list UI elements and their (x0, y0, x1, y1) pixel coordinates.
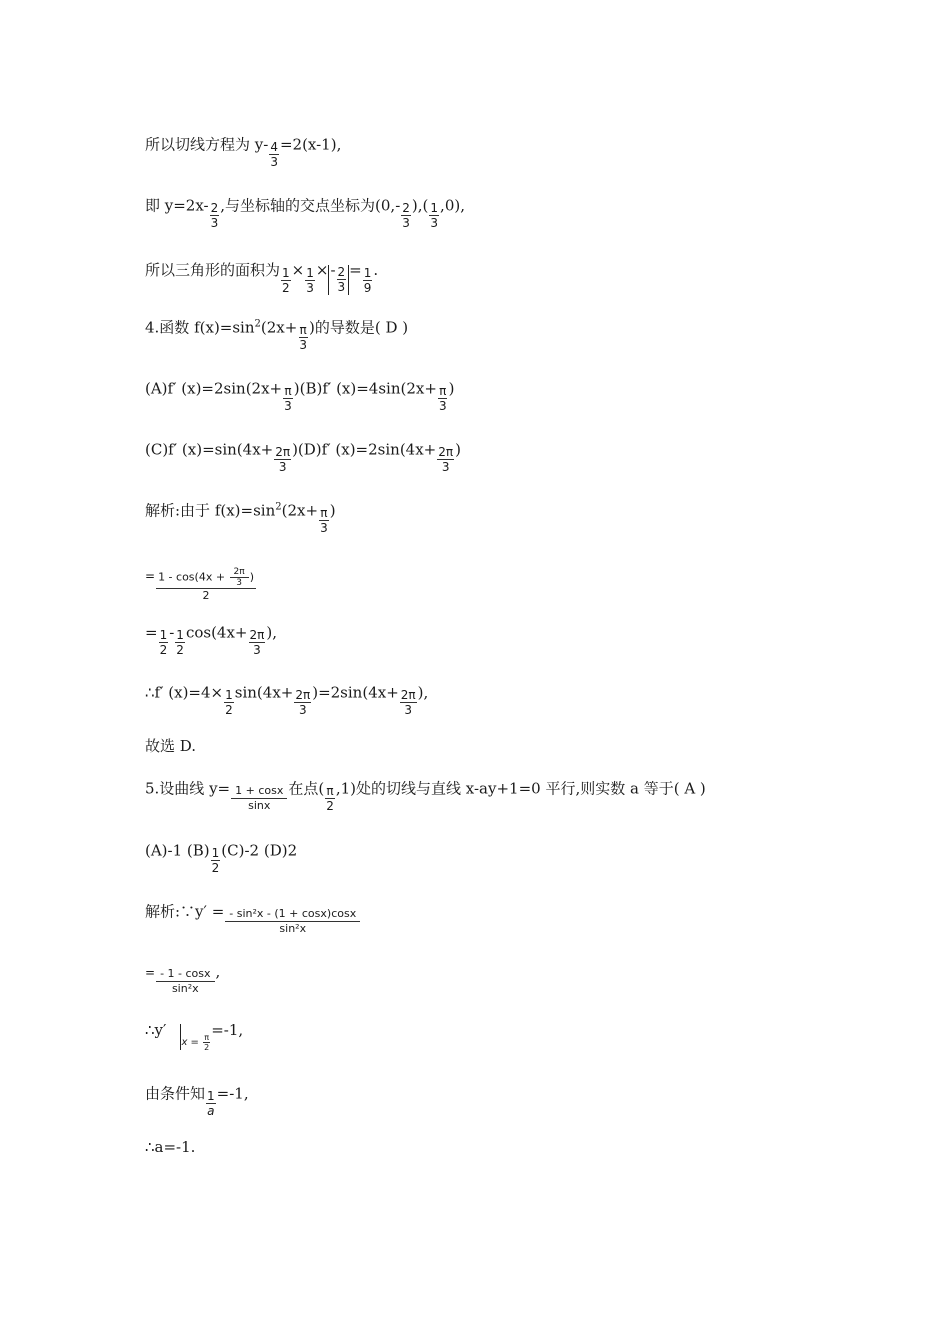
intercepts-line: 即 y=2x- $\frac{2}{3}$ ,与坐标轴的交点坐标为(0,- $\frac{2}{3}$ ),( $\frac{1}{3}$ ,0), (145, 196, 465, 230)
tangent-line-equation: 所以切线方程为 y- $\frac{4}{3}$ =2(x-1), (145, 135, 342, 169)
triangle-area-line: 所以三角形的面积为 $\frac{1}{2}$ × $\frac{1}{3}$ × - $\frac{2}{3}$ = $\frac{1}{9}$ . (145, 260, 379, 295)
fraction: $\frac{1}{2}$ (282, 265, 290, 295)
solution-4-intro: 解析:由于 $f(x)=\sin^2(2x+$ $\frac{\pi}{3}$ ) (145, 501, 336, 535)
absolute-value: - $\frac{2}{3}$ (328, 265, 349, 295)
solution-5-step-3: $\therefore y'_{x = \frac{\pi}{2}}$ =-1, (145, 1021, 244, 1052)
fraction: $\frac{\pi}{3}$ (284, 384, 292, 413)
fraction: $\frac{1}{a}$ (207, 1089, 215, 1118)
answer-5: ∴a=-1. (145, 1138, 196, 1156)
fraction: $\frac{4}{3}$ (270, 140, 278, 169)
answer-4: 故选 D. (145, 737, 197, 755)
question-4: 4.函数 $f(x)=\sin^2(2x+$ $\frac{\pi}{3}$ )的导数是( D ) (145, 318, 409, 352)
fraction: $\frac{\text{- sin²x - (1 + cosx)cosx}}{\text{sin²x}}$ (225, 907, 360, 936)
fraction: $\frac{1}{3}$ (306, 265, 314, 295)
fraction: $\frac{2\pi}{3}$ (400, 688, 416, 717)
fraction: $\frac{1}{2}$ (176, 628, 184, 657)
solution-4-step-1: = 1 - cos(4x + $\frac{2\pi}{3}$ ) 2 (145, 567, 254, 602)
options-5: (A)-1 (B) $\frac{1}{2}$ (C)-2 (D)2 (145, 841, 298, 875)
fraction: $\frac{- 1 - \cos x}{\text{sin²x}}$ (156, 967, 214, 996)
fraction: $\frac{1}{3}$ (430, 201, 439, 230)
fraction: $\frac{1}{2}$ (211, 846, 220, 875)
question-5: 5.设曲线 y= $\frac{1 + \cos x}{\sin x}$ 在点( $\frac{\pi}{2}$ ,1)处的切线与直线 x-ay+1=0 平行,则实数 a 等于( A ) (145, 779, 706, 813)
fraction: $\frac{\pi}{3}$ (299, 323, 307, 352)
fraction: $\frac{2\pi}{3}$ (295, 688, 311, 717)
solution-4-step-2: = $\frac{1}{2}$ - $\frac{1}{2}$ cos(4x+ $\frac{2\pi}{3}$ ), (145, 623, 277, 657)
fraction: $\frac{2\pi}{3}$ (249, 628, 265, 657)
fraction: $\frac{\pi}{3}$ (320, 506, 328, 535)
solution-5-step-2: = $\frac{- 1 - \cos x}{\text{sin²x}}$ , (145, 962, 221, 995)
fraction: $\frac{2\pi}{3}$ (438, 445, 454, 474)
fraction: $\frac{2}{3}$ (402, 201, 410, 230)
fraction: $\frac{2\pi}{3}$ (275, 445, 291, 474)
solution-5-step-4: 由条件知 $\frac{1}{a}$ =-1, (145, 1084, 249, 1118)
fraction: $\frac{1 + \cos x}{\sin x}$ (231, 784, 287, 813)
solution-4-step-3: ∴f′ (x)=4× $\frac{1}{2}$ sin(4x+ $\frac{2\pi}{3}$ )=2sin(4x+ $\frac{2\pi}{3}$ ), (145, 683, 429, 717)
fraction: $\frac{\pi}{2}$ (326, 784, 334, 813)
fraction: $\frac{1}{2}$ (159, 628, 168, 657)
fraction: 1 - cos(4x + $\frac{2\pi}{3}$ ) 2 (158, 567, 254, 602)
fraction: $\frac{1}{2}$ (225, 688, 233, 717)
solution-5-step-1: 解析:∵y′ = $\frac{\text{- sin²x - (1 + cosx)cosx}}{\text{sin²x}}$ (145, 898, 361, 927)
fraction: $\frac{\pi}{3}$ (438, 384, 447, 413)
evaluation-bar (180, 1024, 181, 1050)
fraction: $\frac{2}{3}$ (210, 201, 219, 230)
options-c-d: (C)f′ (x)=sin(4x+ $\frac{2\pi}{3}$ )(D)f′ (x)=2sin(4x+ $\frac{2\pi}{3}$ ) (145, 440, 461, 474)
options-a-b: (A)f′ (x)=2sin(2x+ $\frac{\pi}{3}$ )(B)f′ (x)=4sin(2x+ $\frac{\pi}{3}$ ) (145, 379, 455, 413)
fraction: $\frac{1}{9}$ (363, 265, 372, 295)
